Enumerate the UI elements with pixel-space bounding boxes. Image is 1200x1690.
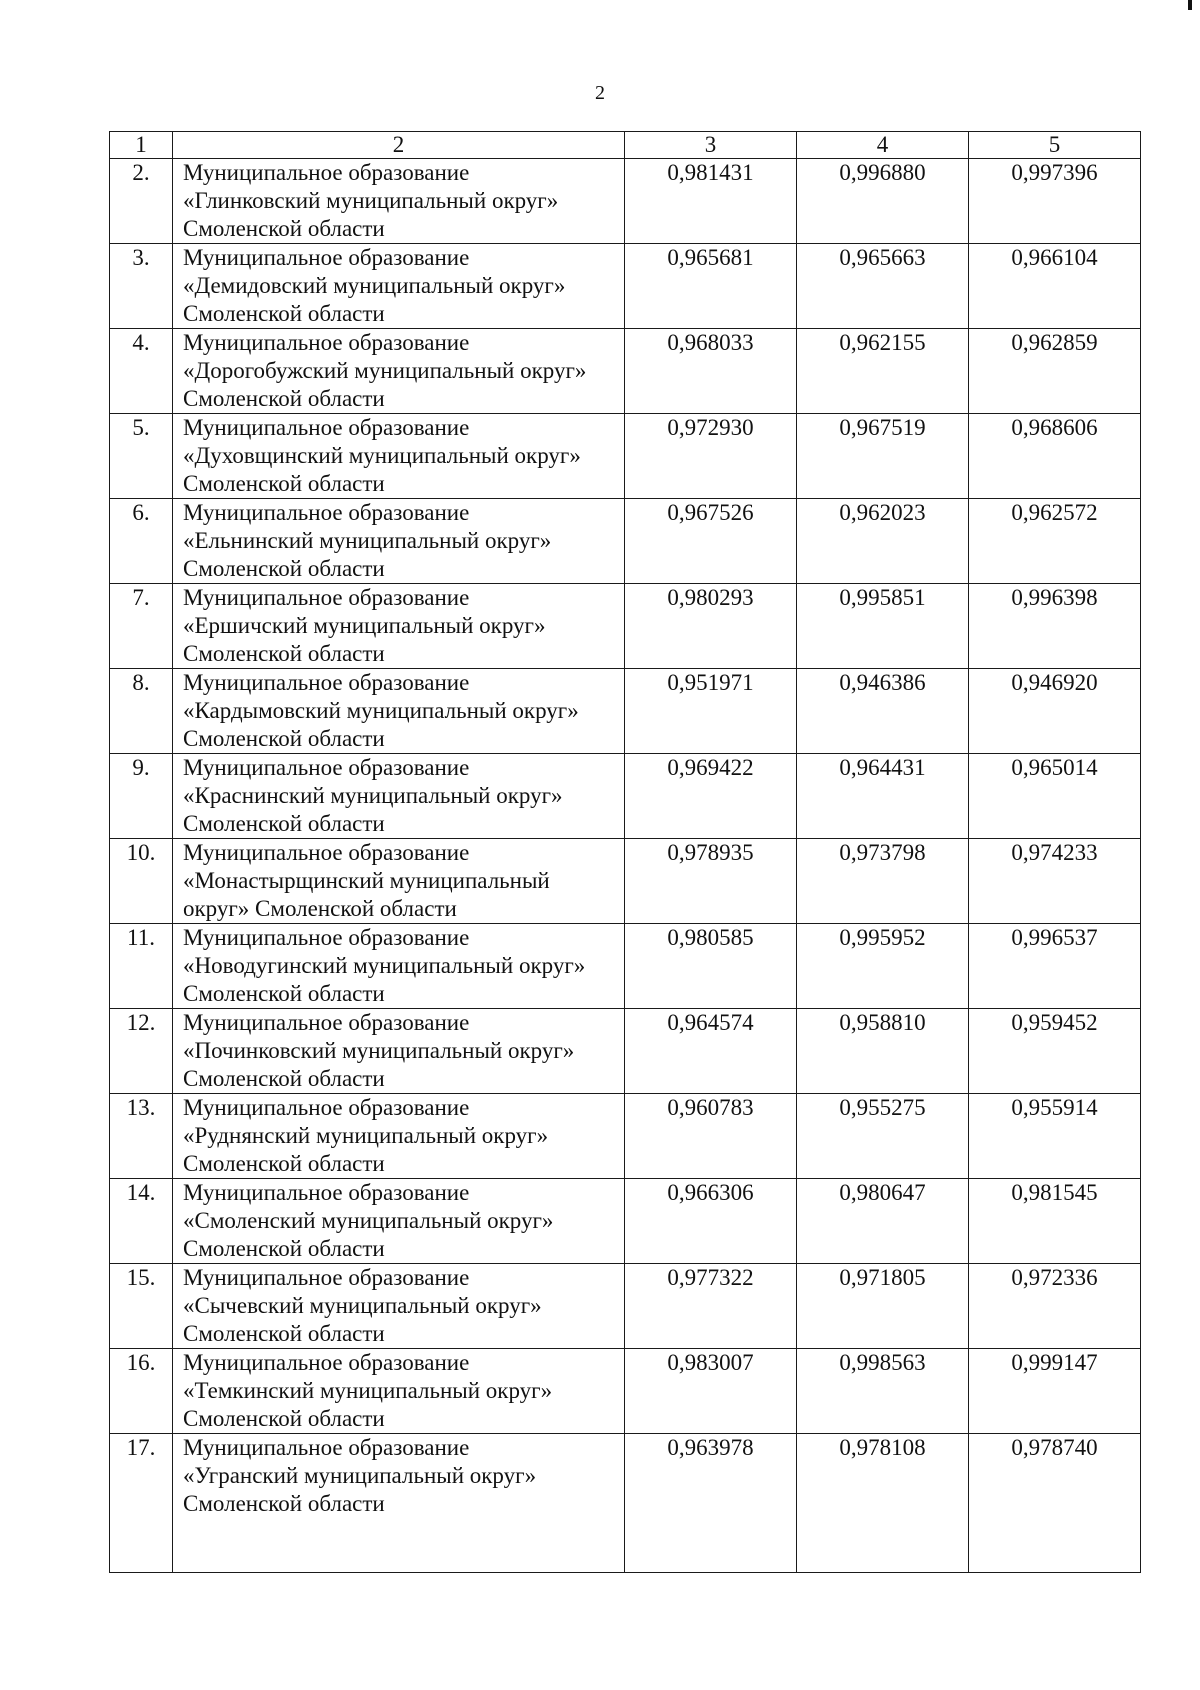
header-col-2: 2 — [173, 132, 625, 159]
municipality-name-line: Муниципальное образование — [183, 755, 470, 780]
scan-corner-mark — [1188, 0, 1192, 10]
row-number: 12. — [110, 1009, 173, 1094]
table-row — [110, 924, 1141, 1009]
value-col-5: 0,974233 — [969, 839, 1141, 924]
value-col-3: 0,969422 — [625, 754, 797, 839]
municipality-name-line: Смоленской области — [183, 1321, 385, 1346]
value-col-4: 0,995851 — [797, 584, 969, 669]
table-header — [110, 132, 1141, 159]
municipality-name-line: Муниципальное образование — [183, 1010, 470, 1035]
row-number: 2. — [110, 159, 173, 244]
municipality-name — [173, 1179, 625, 1264]
municipality-name — [173, 924, 625, 1009]
value-col-3: 0,951971 — [625, 669, 797, 754]
header-col-1: 1 — [110, 132, 173, 159]
row-number: 17. — [110, 1434, 173, 1573]
value-col-3: 0,966306 — [625, 1179, 797, 1264]
municipality-name-line: Муниципальное образование — [183, 245, 470, 270]
value-col-5: 0,962859 — [969, 329, 1141, 414]
municipality-name-line: Муниципальное образование — [183, 1095, 470, 1120]
header-col-4: 4 — [797, 132, 969, 159]
municipality-name — [173, 329, 625, 414]
municipality-name-line: «Сычевский муниципальный округ» — [183, 1293, 542, 1318]
table-body — [110, 159, 1141, 1573]
value-col-4: 0,964431 — [797, 754, 969, 839]
municipality-name-line: «Ельнинский муниципальный округ» — [183, 528, 552, 553]
table-row — [110, 669, 1141, 754]
table-row — [110, 1434, 1141, 1573]
municipality-name-line: «Смоленский муниципальный округ» — [183, 1208, 554, 1233]
municipality-name-line: «Угранский муниципальный округ» — [183, 1463, 537, 1488]
municipality-name-line: Муниципальное образование — [183, 585, 470, 610]
municipality-name — [173, 244, 625, 329]
municipality-name-line: Смоленской области — [183, 811, 385, 836]
table-row — [110, 1094, 1141, 1179]
municipality-name-line: «Кардымовский муниципальный округ» — [183, 698, 579, 723]
municipality-name-line: Смоленской области — [183, 471, 385, 496]
value-col-3: 0,967526 — [625, 499, 797, 584]
municipality-name-line: Смоленской области — [183, 1151, 385, 1176]
value-col-4: 0,965663 — [797, 244, 969, 329]
value-col-3: 0,983007 — [625, 1349, 797, 1434]
value-col-3: 0,980585 — [625, 924, 797, 1009]
value-col-5: 0,968606 — [969, 414, 1141, 499]
value-col-4: 0,967519 — [797, 414, 969, 499]
municipality-name — [173, 1094, 625, 1179]
value-col-3: 0,960783 — [625, 1094, 797, 1179]
municipality-name — [173, 754, 625, 839]
municipality-name-line: «Новодугинский муниципальный округ» — [183, 953, 586, 978]
value-col-5: 0,999147 — [969, 1349, 1141, 1434]
value-col-4: 0,996880 — [797, 159, 969, 244]
municipality-name-line: Смоленской области — [183, 216, 385, 241]
header-row — [110, 132, 1141, 159]
row-number: 9. — [110, 754, 173, 839]
row-number: 10. — [110, 839, 173, 924]
header-col-3: 3 — [625, 132, 797, 159]
value-col-5: 0,978740 — [969, 1434, 1141, 1573]
row-number: 5. — [110, 414, 173, 499]
municipality-name — [173, 669, 625, 754]
table-row — [110, 159, 1141, 244]
value-col-4: 0,962023 — [797, 499, 969, 584]
municipality-name-line: «Починковский муниципальный округ» — [183, 1038, 575, 1063]
row-number: 8. — [110, 669, 173, 754]
row-number: 7. — [110, 584, 173, 669]
municipality-name-line: Смоленской области — [183, 301, 385, 326]
municipality-name-line: «Руднянский муниципальный округ» — [183, 1123, 549, 1148]
table-row — [110, 1264, 1141, 1349]
municipality-name-line: Смоленской области — [183, 1406, 385, 1431]
municipality-name-line: Муниципальное образование — [183, 840, 470, 865]
municipality-name-line: Смоленской области — [183, 981, 385, 1006]
value-col-3: 0,972930 — [625, 414, 797, 499]
table-row — [110, 839, 1141, 924]
municipality-name — [173, 1264, 625, 1349]
row-number: 6. — [110, 499, 173, 584]
municipality-name — [173, 1349, 625, 1434]
municipality-name-line: «Глинковский муниципальный округ» — [183, 188, 559, 213]
value-col-4: 0,998563 — [797, 1349, 969, 1434]
value-col-5: 0,965014 — [969, 754, 1141, 839]
value-col-4: 0,971805 — [797, 1264, 969, 1349]
value-col-4: 0,958810 — [797, 1009, 969, 1094]
municipality-name-line: Муниципальное образование — [183, 1435, 470, 1460]
value-col-5: 0,981545 — [969, 1179, 1141, 1264]
municipality-name-line: Муниципальное образование — [183, 1265, 470, 1290]
value-col-3: 0,980293 — [625, 584, 797, 669]
value-col-3: 0,964574 — [625, 1009, 797, 1094]
municipality-name — [173, 839, 625, 924]
value-col-5: 0,966104 — [969, 244, 1141, 329]
table-row — [110, 1179, 1141, 1264]
header-col-5: 5 — [969, 132, 1141, 159]
municipality-name-line: «Монастырщинский муниципальный — [183, 868, 550, 893]
municipality-name-line: «Дорогобужский муниципальный округ» — [183, 358, 587, 383]
municipality-name-line: «Демидовский муниципальный округ» — [183, 273, 566, 298]
row-number: 15. — [110, 1264, 173, 1349]
value-col-4: 0,946386 — [797, 669, 969, 754]
value-col-5: 0,955914 — [969, 1094, 1141, 1179]
municipality-name-line: «Темкинский муниципальный округ» — [183, 1378, 553, 1403]
municipality-name-line: Смоленской области — [183, 1491, 385, 1516]
municipality-name-line: Муниципальное образование — [183, 415, 470, 440]
table-row — [110, 1349, 1141, 1434]
value-col-5: 0,946920 — [969, 669, 1141, 754]
municipality-name — [173, 414, 625, 499]
municipality-name-line: «Краснинский муниципальный округ» — [183, 783, 563, 808]
row-number: 14. — [110, 1179, 173, 1264]
row-number: 3. — [110, 244, 173, 329]
municipality-name-line: округ» Смоленской области — [183, 896, 457, 921]
row-number: 13. — [110, 1094, 173, 1179]
value-col-3: 0,965681 — [625, 244, 797, 329]
value-col-5: 0,996537 — [969, 924, 1141, 1009]
value-col-4: 0,980647 — [797, 1179, 969, 1264]
value-col-4: 0,955275 — [797, 1094, 969, 1179]
municipality-name-line: Муниципальное образование — [183, 925, 470, 950]
table-row — [110, 414, 1141, 499]
municipality-name — [173, 1434, 625, 1573]
value-col-4: 0,995952 — [797, 924, 969, 1009]
municipality-name-line: Муниципальное образование — [183, 1180, 470, 1205]
value-col-3: 0,963978 — [625, 1434, 797, 1573]
value-col-5: 0,959452 — [969, 1009, 1141, 1094]
row-number: 11. — [110, 924, 173, 1009]
table-row — [110, 584, 1141, 669]
value-col-4: 0,973798 — [797, 839, 969, 924]
municipality-name-line: Муниципальное образование — [183, 330, 470, 355]
municipality-name-line: «Ершичский муниципальный округ» — [183, 613, 546, 638]
value-col-5: 0,962572 — [969, 499, 1141, 584]
table-row — [110, 1009, 1141, 1094]
municipality-name-line: Смоленской области — [183, 726, 385, 751]
value-col-3: 0,968033 — [625, 329, 797, 414]
value-col-3: 0,977322 — [625, 1264, 797, 1349]
table-row — [110, 244, 1141, 329]
municipality-name-line: «Духовщинский муниципальный округ» — [183, 443, 581, 468]
value-col-3: 0,978935 — [625, 839, 797, 924]
municipality-name — [173, 159, 625, 244]
municipality-name-line: Муниципальное образование — [183, 670, 470, 695]
page-number: 2 — [595, 82, 605, 104]
row-number: 16. — [110, 1349, 173, 1434]
value-col-5: 0,996398 — [969, 584, 1141, 669]
table-row — [110, 754, 1141, 839]
value-col-5: 0,972336 — [969, 1264, 1141, 1349]
value-col-5: 0,997396 — [969, 159, 1141, 244]
value-col-4: 0,978108 — [797, 1434, 969, 1573]
municipality-name-line: Смоленской области — [183, 1236, 385, 1261]
municipality-name-line: Муниципальное образование — [183, 1350, 470, 1375]
municipality-name-line: Смоленской области — [183, 641, 385, 666]
coefficients-table — [109, 131, 1141, 1573]
municipality-name — [173, 584, 625, 669]
table-row — [110, 499, 1141, 584]
municipality-name-line: Смоленской области — [183, 1066, 385, 1091]
municipality-name-line: Смоленской области — [183, 556, 385, 581]
table-row — [110, 329, 1141, 414]
municipality-name — [173, 1009, 625, 1094]
municipality-name — [173, 499, 625, 584]
value-col-3: 0,981431 — [625, 159, 797, 244]
row-number: 4. — [110, 329, 173, 414]
municipality-name-line: Муниципальное образование — [183, 160, 470, 185]
value-col-4: 0,962155 — [797, 329, 969, 414]
municipality-name-line: Смоленской области — [183, 386, 385, 411]
municipality-name-line: Муниципальное образование — [183, 500, 470, 525]
